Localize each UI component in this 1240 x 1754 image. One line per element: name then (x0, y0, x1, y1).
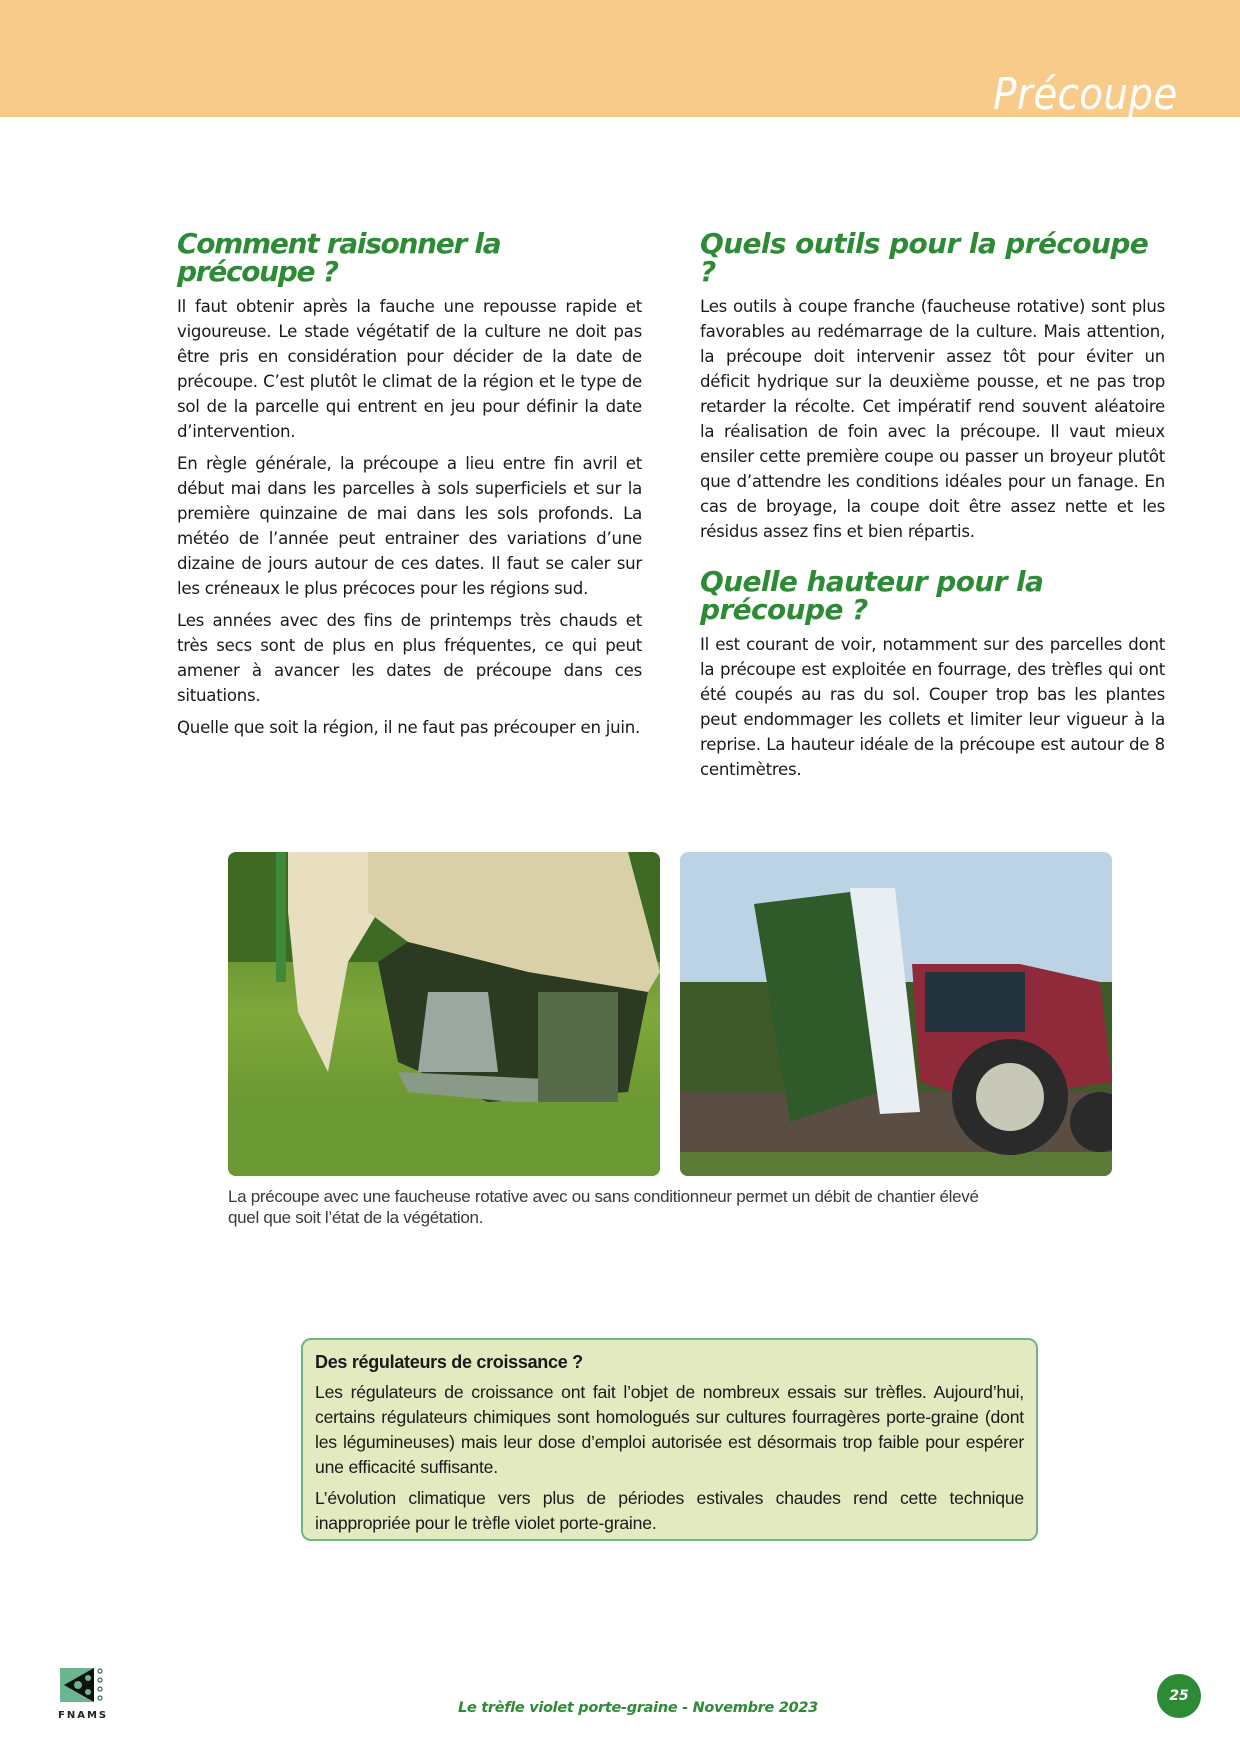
paragraph: En règle générale, la précoupe a lieu entre fin avril et début mai dans les parcelles à sols superficiels et sur la première quinzaine de mai dans les sols profonds. La météo de l’année peut entrainer des variations d’une dizaine de jours autour de ces dates. Il faut se caler sur les créneaux le plus précoces pour les régions sud. (177, 454, 642, 598)
heading-line: précoupe ? (700, 593, 868, 626)
fnams-logo-text: FNAMS (58, 1710, 109, 1721)
paragraph: Quelle que soit la région, il ne faut pas précouper en juin. (177, 718, 641, 737)
heading-quels-outils: Quels outils pour la précoupe ? (700, 227, 1149, 288)
right-column (700, 227, 1165, 789)
heading-line: Quelle hauteur pour la (700, 565, 1044, 598)
paragraph: Il faut obtenir après la fauche une repousse rapide et vigoureuse. Le stade végétatif de la culture ne doit pas être pris en considération pour décider de la date de précoupe. C’est plutôt le climat de la région et le type de sol de la parcelle qui entrent en jeu pour définir la date d’intervention. (177, 297, 642, 441)
info-box-paragraph: Les régulateurs de croissance ont fait l’objet de nombreux essais sur trèfles. Aujourd’hui, certains régulateurs chimiques sont homologués sur cultures fourragères porte-graine (dont les légumineuses) mais leur dose d’emploi autorisée est désormais trop faible pour espérer une efficacité suffisante. (315, 1382, 1024, 1477)
paragraph: Les années avec des fins de printemps très chauds et très secs sont de plus en plus fréquentes, ce qui peut amener à avancer les dates de précoupe dans ces situations. (177, 611, 642, 705)
info-box-title: Des régulateurs de croissance ? (315, 1352, 583, 1372)
info-box-regulateurs (301, 1338, 1038, 1541)
photo-tractor-mower (680, 852, 1112, 1176)
footer-publication: Le trèfle violet porte-graine - Novembre 2023 (458, 1700, 818, 1716)
page-number: 25 (1169, 1688, 1189, 1704)
left-column (177, 227, 642, 747)
page-number-badge (1157, 1674, 1201, 1718)
photo-mower-closeup (228, 852, 660, 1176)
heading-quelle-hauteur (700, 565, 1165, 626)
info-box-paragraph: L’évolution climatique vers plus de périodes estivales chaudes rend cette technique inappropriée pour le trèfle violet porte-graine. (315, 1488, 1024, 1533)
caption-line: La précoupe avec une faucheuse rotative avec ou sans conditionneur permet un débit de chantier élevé (228, 1187, 979, 1206)
caption-line: quel que soit l’état de la végétation. (228, 1208, 484, 1227)
photo-gallery (228, 852, 1112, 1176)
paragraph: Les outils à coupe franche (faucheuse rotative) sont plus favorables au redémarrage de la culture. Mais attention, la précoupe doit intervenir assez tôt pour éviter un déficit hydrique sur la deuxième pousse, et ne pas trop retarder la récolte. Cet impératif rend souvent aléatoire la réalisation de foin avec la précoupe. Il vaut mieux ensiler cette première coupe ou passer un broyeur plutôt que d’attendre les conditions idéales pour un fanage. En cas de broyage, la coupe doit être assez nette et les résidus assez fins et bien répartis. (700, 297, 1165, 541)
heading-comment-raisonner: Comment raisonner la précoupe ? (177, 227, 501, 288)
section-title: Précoupe (993, 69, 1178, 120)
figure-caption (228, 1186, 1128, 1228)
paragraph: Il est courant de voir, notamment sur des parcelles dont la précoupe est exploitée en fourrage, des trèfles qui ont été coupés au ras du sol. Couper trop bas les plantes peut endommager les collets et limiter leur vigueur à la reprise. La hauteur idéale de la précoupe est autour de 8 centimètres. (700, 635, 1165, 779)
